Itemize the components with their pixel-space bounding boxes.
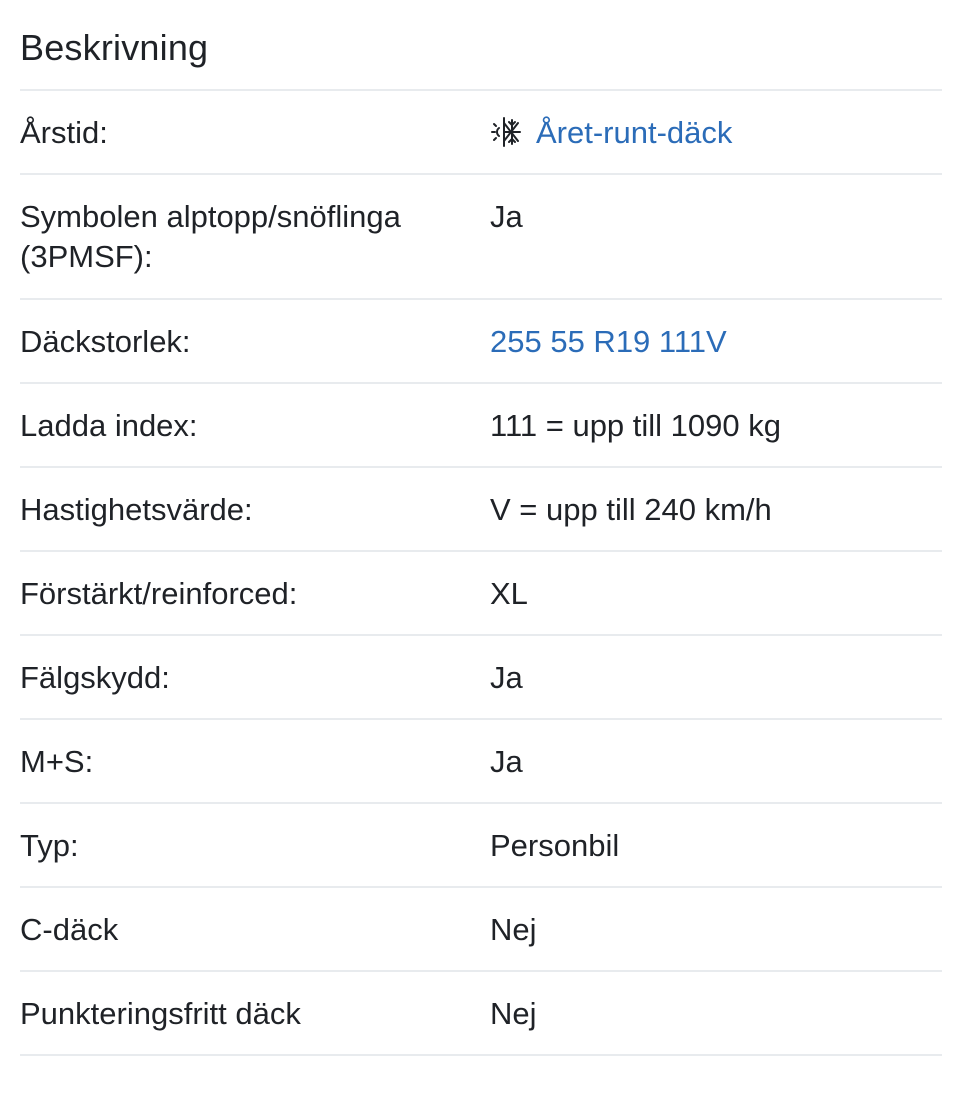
- spec-label: Symbolen alptopp/snöflinga (3PMSF):: [20, 199, 401, 274]
- spec-value: 111 = upp till 1090 kg: [490, 408, 781, 443]
- spec-value: Ja: [490, 744, 523, 779]
- spec-label: C-däck: [20, 912, 119, 947]
- spec-label: Fälgskydd:: [20, 660, 170, 695]
- section-title: Beskrivning: [20, 27, 209, 68]
- spec-value: XL: [490, 576, 528, 611]
- spec-row-season: [20, 91, 942, 175]
- spec-label: M+S:: [20, 744, 94, 779]
- spec-label: Förstärkt/reinforced:: [20, 576, 298, 611]
- spec-label: Ladda index:: [20, 408, 198, 443]
- spec-row-reinforced: [20, 552, 942, 636]
- spec-value: Ja: [490, 199, 523, 234]
- spec-row-speed-rating: [20, 468, 942, 552]
- spec-label: Däckstorlek:: [20, 324, 191, 359]
- spec-label: Årstid:: [20, 115, 108, 150]
- spec-value: Personbil: [490, 828, 620, 863]
- spec-table: [20, 89, 942, 1056]
- spec-row-type: [20, 804, 942, 888]
- spec-row-tire-size: [20, 300, 942, 384]
- spec-value: V = upp till 240 km/h: [490, 492, 772, 527]
- spec-label: Hastighetsvärde:: [20, 492, 253, 527]
- spec-value: Nej: [490, 996, 537, 1031]
- spec-row-load-index: [20, 384, 942, 468]
- spec-row-3pmsf: [20, 175, 942, 300]
- sun-snowflake-icon: [490, 114, 526, 150]
- spec-value: Nej: [490, 912, 537, 947]
- spec-row-mud-snow: [20, 720, 942, 804]
- spec-row-rim-protection: [20, 636, 942, 720]
- spec-label: Punkteringsfritt däck: [20, 996, 301, 1031]
- spec-value: Ja: [490, 660, 523, 695]
- season-value-link[interactable]: [490, 113, 732, 153]
- spec-row-c-tire: [20, 888, 942, 972]
- season-value: Året-runt-däck: [536, 115, 733, 150]
- spec-label: Typ:: [20, 828, 79, 863]
- tire-size-link[interactable]: 255 55 R19 111V: [490, 324, 727, 359]
- spec-row-run-flat: [20, 972, 942, 1056]
